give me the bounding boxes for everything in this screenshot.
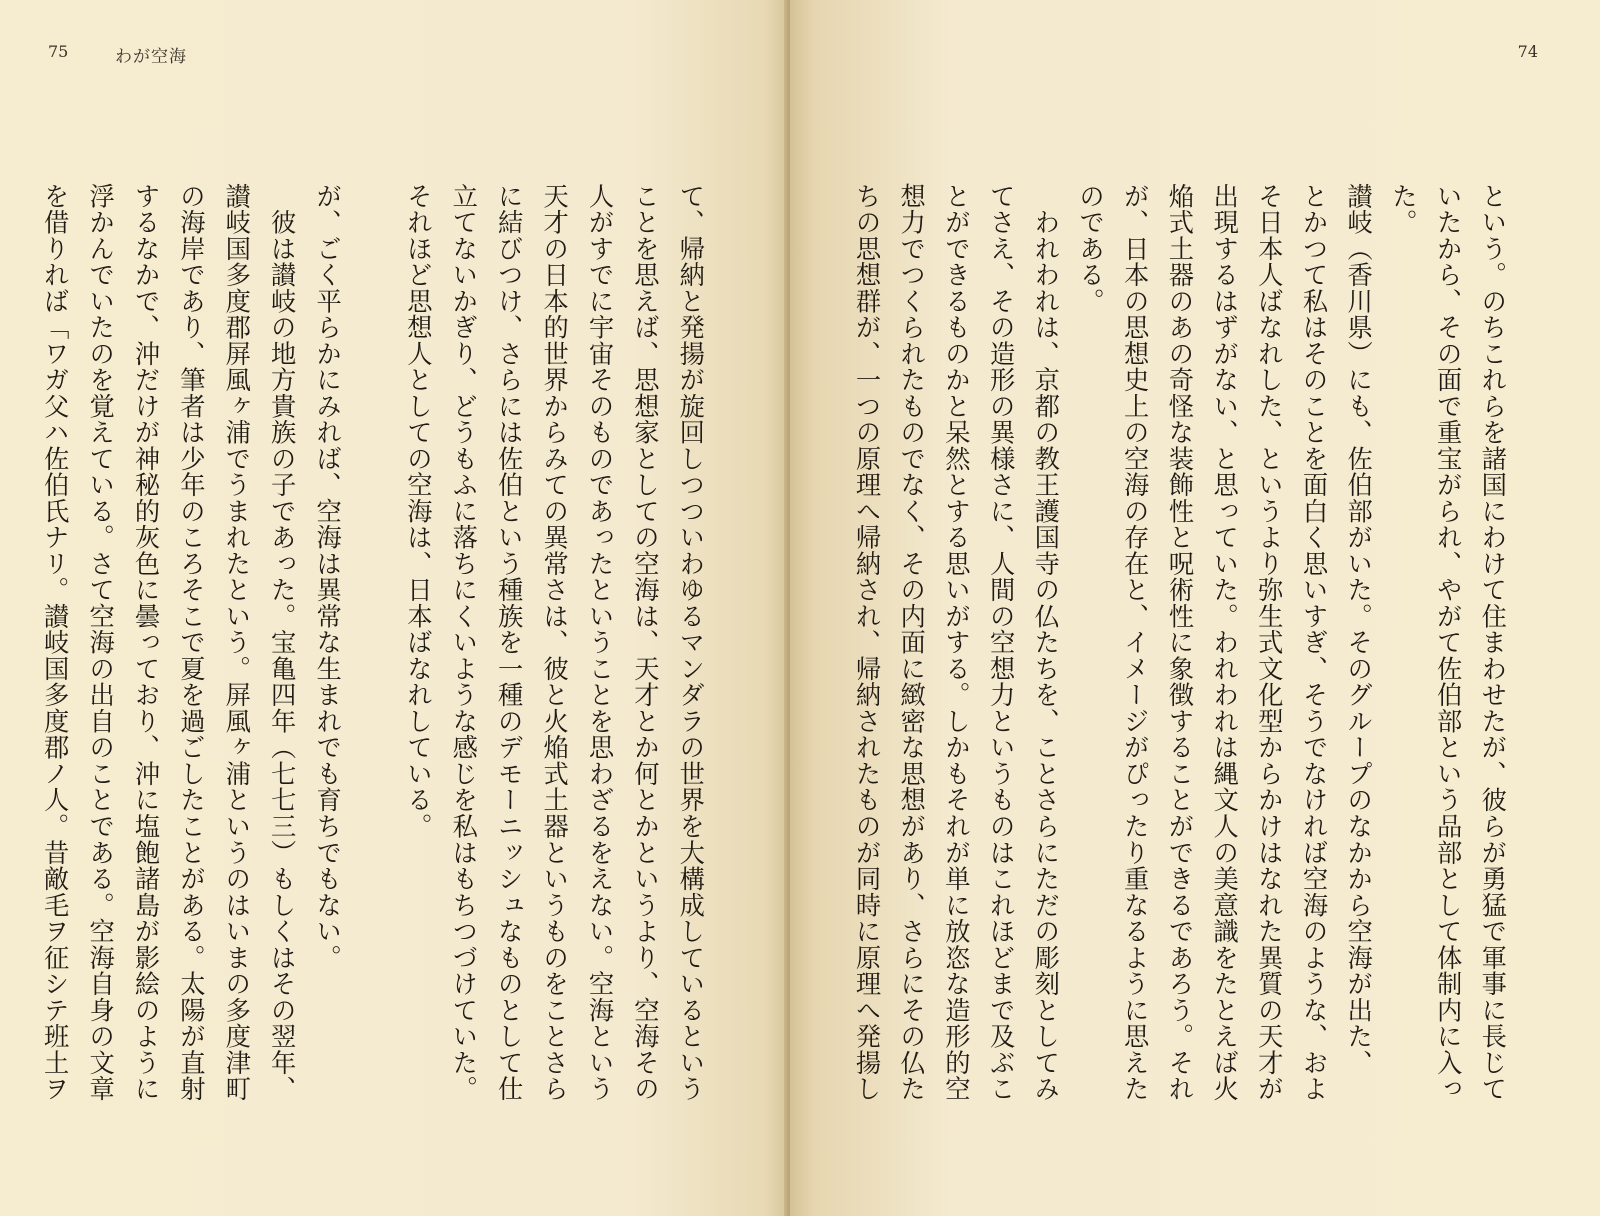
text-column: 焔式土器のあの奇怪な装飾性と呪術性に象徴することができるであろう。それ bbox=[1165, 183, 1195, 1103]
text-column: に結びつけ、さらには佐伯という種族を一種のデモーニッシュなものとして仕 bbox=[494, 183, 524, 1103]
text-column: が、ごく平らかにみれば、空海は異常な生まれでも育ちでもない。 bbox=[313, 183, 343, 971]
left-page-number: 75 bbox=[48, 42, 69, 61]
text-column: 人がすでに宇宙そのものであったということを思わざるをえない。空海という bbox=[585, 183, 615, 1103]
text-column: それほど思想人としての空海は、日本ばなれしている。 bbox=[403, 183, 433, 840]
text-column: 彼は讃岐の地方貴族の子であった。宝亀四年（七七三）もしくはその翌年、 bbox=[267, 183, 297, 1103]
text-column: そ日本人ばなれした、というより弥生式文化型からかけはなれた異質の天才が bbox=[1254, 183, 1284, 1103]
text-column: という。のちこれらを諸国にわけて住まわせたが、彼らが勇猛で軍事に長じて bbox=[1478, 183, 1508, 1103]
text-column: 出現するはずがない、と思っていた。われわれは縄文人の美意識をたとえば火 bbox=[1210, 183, 1240, 1103]
text-column: のである。 bbox=[1075, 183, 1105, 315]
text-column: 想力でつくられたものでなく、その内面に緻密な思想があり、さらにその仏た bbox=[897, 183, 927, 1103]
text-column: が、日本の思想史上の空海の存在と、イメージがぴったり重なるように思えた bbox=[1120, 183, 1150, 1103]
text-column: 天才の日本的世界からみての異常さは、彼と火焔式土器というものをことさら bbox=[540, 183, 570, 1103]
text-column: てさえ、その造形の異様さに、人間の空想力というものはこれほどまで及ぶこ bbox=[986, 183, 1016, 1103]
text-column: て、帰納と発揚が旋回しつついわゆるマンダラの世界を大構成しているという bbox=[676, 183, 706, 1103]
running-title: わが空海 bbox=[115, 47, 187, 67]
right-page bbox=[790, 0, 1600, 1216]
text-column: 讃岐国多度郡屏風ヶ浦でうまれたという。屏風ヶ浦というのはいまの多度津町 bbox=[222, 183, 252, 1103]
text-column: 立てないかぎり、どうもふに落ちにくいような感じを私はもちつづけていた。 bbox=[449, 183, 479, 1103]
text-column: するなかで、沖だけが神秘的灰色に曇っており、沖に塩飽諸島が影絵のように bbox=[131, 183, 161, 1103]
left-page bbox=[0, 0, 788, 1216]
text-column: 讃岐（香川県）にも、佐伯部がいた。そのグループのなかから空海が出た、 bbox=[1344, 183, 1374, 1076]
text-column: とかつて私はそのことを面白く思いすぎ、そうでなければ空海のような、およ bbox=[1299, 183, 1329, 1103]
text-column: の海岸であり、筆者は少年のころそこで夏を過ごしたことがある。太陽が直射 bbox=[176, 183, 206, 1103]
text-column: いたから、その面で重宝がられ、やがて佐伯部という品部として体制内に入っ bbox=[1433, 183, 1463, 1103]
text-column: ちの思想群が、一つの原理へ帰納され、帰納されたものが同時に原理へ発揚し bbox=[852, 183, 882, 1103]
text-column: われわれは、京都の教王護国寺の仏たちを、ことさらにただの彫刻としてみ bbox=[1031, 183, 1061, 1103]
right-page-number: 74 bbox=[1517, 42, 1538, 61]
text-column: 浮かんでいたのを覚えている。さて空海の出自のことである。空海自身の文章 bbox=[86, 183, 116, 1103]
text-column: を借りれば「ワガ父ハ佐伯氏ナリ。讃岐国多度郡ノ人。昔敵毛ヲ征シテ班土ヲ bbox=[40, 183, 70, 1103]
text-column: ことを思えば、思想家としての空海は、天才とか何とかというより、空海その bbox=[630, 183, 660, 1103]
text-column: とができるものかと呆然とする思いがする。しかもそれが単に放恣な造形的空 bbox=[941, 183, 971, 1103]
text-column: た。 bbox=[1388, 183, 1418, 236]
